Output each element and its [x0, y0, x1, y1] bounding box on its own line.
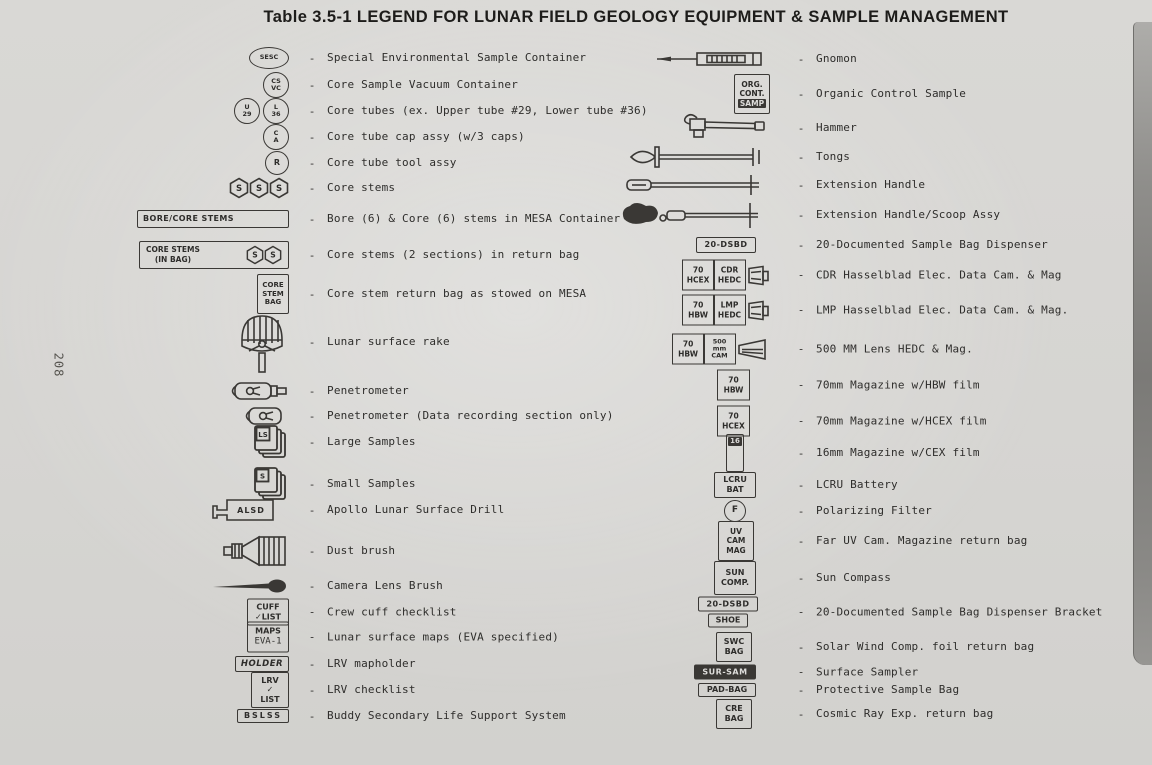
icon-label: HCEX: [722, 421, 745, 430]
dash: -: [308, 287, 316, 301]
legend-label: Large Samples: [327, 435, 416, 449]
legend-label: Penetrometer: [327, 384, 409, 398]
sesc-container-icon: [249, 47, 289, 69]
legend-label: Core stems: [327, 181, 396, 195]
icon-label: CONT.: [739, 89, 765, 99]
icon-label: ORG.: [741, 79, 763, 89]
legend-label: Camera Lens Brush: [327, 579, 443, 593]
legend-row: [125, 47, 670, 69]
dash: -: [308, 477, 316, 491]
dash: -: [308, 78, 316, 92]
lcru-battery-icon: [714, 472, 756, 498]
legend-label: Hammer: [816, 121, 857, 135]
legend-row: [618, 500, 1152, 522]
legend-label: Core Sample Vacuum Container: [327, 78, 519, 92]
icon-label: MAG: [726, 545, 746, 555]
core-tube-tool-assy-icon: [265, 151, 289, 175]
icon-label: CAM: [711, 351, 728, 360]
icon-label: U: [244, 102, 250, 111]
legend-label: Core tubes (ex. Upper tube #29, Lower tube #36): [327, 104, 648, 118]
legend-row: [125, 424, 670, 460]
dash: -: [797, 52, 805, 66]
dash: -: [797, 605, 805, 619]
legend-label: LCRU Battery: [816, 478, 898, 492]
camera-cell: [713, 260, 746, 291]
legend-row: [125, 533, 670, 569]
dash: -: [797, 640, 805, 654]
pad-bag-icon: [698, 683, 756, 697]
legend-label: Buddy Secondary Life Support System: [327, 709, 566, 723]
icon-label: UV: [730, 526, 742, 536]
dash: -: [797, 665, 805, 679]
legend-row: [618, 334, 1152, 365]
legend-row: [618, 521, 1152, 561]
core-tube-cap-assy-icon: [263, 124, 289, 150]
icon-label: HEDC: [717, 310, 742, 319]
legend-row: [618, 699, 1152, 729]
cre-bag-icon: [716, 699, 752, 729]
icon-label: C: [273, 128, 279, 137]
legend-label: Core tube tool assy: [327, 156, 457, 170]
dash: -: [797, 378, 805, 392]
magazine-cell: [682, 295, 715, 326]
16mm-magazine-icon: [726, 434, 744, 472]
core-stems-icon: [125, 177, 297, 199]
lmp-hasselblad-icon: [682, 295, 770, 326]
icon-label: LRV: [261, 676, 279, 686]
icon-label: 29: [242, 110, 252, 118]
legend-label: Penetrometer (Data recording section only): [327, 409, 614, 423]
legend-row: [125, 98, 670, 124]
dash: -: [797, 342, 805, 356]
icon-label: CAM: [726, 536, 746, 546]
dash: -: [308, 181, 316, 195]
legend-label: 70mm Magazine w/HCEX film: [816, 414, 987, 428]
legend-row: [125, 151, 670, 175]
legend-row: [125, 377, 670, 405]
icon-label: STEM: [262, 289, 284, 298]
icon-label: BORE/CORE STEMS: [143, 214, 234, 223]
penetrometer-icon: [125, 377, 297, 405]
legend-label: 20-Documented Sample Bag Dispenser: [816, 238, 1048, 252]
icon-label: mm: [712, 344, 727, 353]
legend-row: [125, 622, 670, 653]
legend-label: Protective Sample Bag: [816, 683, 960, 697]
legend-label: Gnomon: [816, 52, 857, 66]
extension-handle-icon: [618, 173, 786, 197]
legend-label: Bore (6) & Core (6) stems in MESA Container: [327, 212, 621, 226]
dash: -: [797, 303, 805, 317]
camera-glyph-icon: [746, 296, 770, 324]
extension-handle-scoop-icon: [618, 197, 786, 233]
dash: -: [797, 571, 805, 585]
dash: -: [797, 707, 805, 721]
svg-text:LS: LS: [258, 431, 268, 439]
icon-label: ✓LIST: [255, 612, 281, 621]
legend-label: Small Samples: [327, 477, 416, 491]
camera-glyph-icon: [746, 261, 770, 289]
bore-core-stems-mesa-icon: [137, 210, 289, 228]
legend-row: [618, 406, 1152, 437]
legend-label: Organic Control Sample: [816, 87, 967, 101]
icon-label: HOLDER: [240, 658, 284, 669]
legend-label: Core stems (2 sections) in return bag: [327, 248, 580, 262]
legend-label: Cosmic Ray Exp. return bag: [816, 707, 994, 721]
icon-label: F: [731, 505, 739, 516]
icon-label: L: [273, 102, 279, 111]
dash: -: [797, 150, 805, 164]
dash: -: [308, 435, 316, 449]
legend-label: LRV mapholder: [327, 657, 416, 671]
legend-label: Solar Wind Comp. foil return bag: [816, 640, 1035, 654]
icon-label: LCRU: [723, 475, 747, 484]
icon-label: HBW: [678, 349, 699, 358]
lower-core-tube-icon: [263, 98, 289, 124]
legend-label: Core tube cap assy (w/3 caps): [327, 130, 525, 144]
legend-row: [125, 241, 670, 269]
legend-row: [618, 597, 1152, 628]
polarizing-filter-icon: [724, 500, 746, 522]
icon-label: SAMP: [739, 98, 765, 108]
legend-label: LMP Hasselblad Elec. Data Cam. & Mag.: [816, 303, 1069, 317]
svg-text:S: S: [259, 472, 266, 481]
dash: -: [308, 409, 316, 423]
legend-label: Far UV Cam. Magazine return bag: [816, 534, 1028, 548]
icon-label: 16: [730, 437, 740, 445]
legend-row: [125, 210, 670, 228]
icon-label: VC: [271, 84, 281, 92]
cdr-hasselblad-icon: [682, 260, 770, 291]
hammer-icon: [618, 110, 786, 146]
dash: -: [308, 709, 316, 723]
magazine-cell: [672, 334, 705, 365]
icon-label: SUR-SAM: [702, 667, 748, 676]
svg-text:S: S: [275, 184, 283, 194]
surface-sampler-icon: [694, 665, 756, 680]
legend-row: [125, 494, 670, 526]
dash: -: [308, 630, 316, 644]
legend-row: [125, 310, 670, 374]
legend-row: [125, 72, 670, 98]
legend-label: Extension Handle: [816, 178, 926, 192]
icon-label: BAG: [724, 647, 744, 656]
icon-label: CDR: [720, 265, 739, 275]
lunar-rake-icon: [125, 310, 297, 374]
page-title: Table 3.5-1 LEGEND FOR LUNAR FIELD GEOLOGY EQUIPMENT & SAMPLE MANAGEMENT: [263, 8, 1009, 26]
shoe-box: [708, 614, 748, 628]
legend-row: [618, 110, 1152, 146]
dash: -: [797, 87, 805, 101]
legend-label: Lunar surface maps (EVA specified): [327, 630, 559, 644]
legend-label: Extension Handle/Scoop Assy: [816, 208, 1001, 222]
legend-label: Surface Sampler: [816, 665, 919, 679]
icon-label: BAG: [264, 298, 282, 307]
legend-label: 70mm Magazine w/HBW film: [816, 378, 980, 392]
icon-label: ✓: [266, 685, 274, 695]
dash: -: [308, 51, 316, 65]
dash: -: [308, 579, 316, 593]
icon-label: 20-DSBD: [706, 599, 750, 608]
dash: -: [308, 503, 316, 517]
dash: -: [797, 504, 805, 518]
organic-control-sample-icon: [734, 74, 770, 114]
legend-row: [618, 295, 1152, 326]
legend-row: [125, 709, 670, 723]
icon-label: CS: [271, 76, 281, 85]
dash: -: [797, 414, 805, 428]
icon-label: COMP.: [720, 578, 750, 587]
legend-row: [125, 274, 670, 314]
legend-label: Dust brush: [327, 544, 396, 558]
500mm-lens-hedc-icon: [672, 334, 770, 365]
legend-label: 20-Documented Sample Bag Dispenser Bracket: [816, 605, 1103, 619]
dsbd-dispenser-icon: [696, 237, 756, 253]
legend-label: Polarizing Filter: [816, 504, 932, 518]
legend-row: [618, 632, 1152, 662]
dash: -: [308, 156, 316, 170]
legend-label: Crew cuff checklist: [327, 605, 457, 619]
svg-text:S: S: [270, 250, 276, 260]
legend-row: [618, 260, 1152, 291]
dash: -: [797, 238, 805, 252]
icon-label: 20-DSBD: [704, 240, 748, 249]
icon-label: BAT: [726, 485, 744, 494]
legend-row: [618, 683, 1152, 697]
legend-label: Lunar surface rake: [327, 335, 450, 349]
core-stem-bag-icon: [257, 274, 289, 314]
legend-row: [618, 74, 1152, 114]
legend-row: [618, 237, 1152, 253]
icon-label: CUFF: [256, 602, 280, 611]
dash: -: [797, 478, 805, 492]
legend-row: [618, 561, 1152, 595]
icon-label: 36: [271, 110, 281, 118]
gnomon-icon: [618, 48, 786, 70]
dsbd-box: [698, 597, 758, 612]
hex-pair: [246, 245, 282, 265]
icon-label: [146, 245, 200, 265]
legend-row: [125, 672, 670, 708]
lens-glyph-icon: [736, 337, 770, 361]
legend-row: [125, 177, 670, 199]
sun-compass-icon: [714, 561, 756, 595]
dash: -: [308, 130, 316, 144]
icon-label: CORE STEMS: [146, 245, 200, 255]
legend-row: [618, 434, 1152, 472]
icon-label: SWC: [723, 637, 745, 646]
icon-label: CRE: [725, 704, 743, 713]
dash: -: [308, 335, 316, 349]
core-sample-vacuum-container-icon: [263, 72, 289, 98]
icon-label: 70: [692, 300, 704, 310]
dash: -: [308, 605, 316, 619]
legend-row: [618, 665, 1152, 680]
dash: -: [308, 212, 316, 226]
icon-label: SUN: [725, 568, 745, 577]
icon-label: 70: [728, 411, 739, 421]
legend-row: [618, 142, 1152, 172]
magazine-cell: [682, 260, 715, 291]
dash: -: [308, 104, 316, 118]
icon-label: LIST: [260, 694, 280, 704]
icon-label: A: [273, 136, 279, 144]
dash: -: [308, 248, 316, 262]
icon-label: LMP: [720, 300, 739, 310]
uv-cam-magazine-bag-icon: [718, 521, 754, 561]
icon-label: SESC: [259, 53, 279, 62]
legend-label: Special Environmental Sample Container: [327, 51, 587, 65]
dash: -: [797, 268, 805, 282]
dash: -: [797, 121, 805, 135]
icon-label: 70: [682, 339, 694, 349]
icon-label: HBW: [723, 385, 744, 394]
legend-label: 16mm Magazine w/CEX film: [816, 446, 980, 460]
dash: -: [797, 534, 805, 548]
icon-label: BSLSS: [243, 711, 283, 720]
icon-label: 70: [728, 375, 739, 385]
dust-brush-icon: [125, 533, 297, 569]
icon-label: MAPS: [255, 626, 281, 636]
dash: -: [308, 544, 316, 558]
icon-label: R: [273, 157, 281, 167]
legend-row: [618, 197, 1152, 233]
icon-label: HCEX: [686, 275, 710, 284]
alsd-drill-icon: [125, 494, 297, 526]
legend-label: Apollo Lunar Surface Drill: [327, 503, 505, 517]
legend-label: Sun Compass: [816, 571, 892, 585]
legend-row: [125, 656, 670, 672]
legend-row: [618, 370, 1152, 401]
icon-label: 500: [712, 337, 727, 346]
legend-label: Core stem return bag as stowed on MESA: [327, 287, 587, 301]
bslss-icon: [237, 709, 289, 723]
dash: -: [308, 657, 316, 671]
core-stems-return-bag-icon: [139, 241, 289, 269]
camera-cell: [713, 295, 746, 326]
icon-label: HBW: [688, 310, 709, 319]
large-samples-icon: [125, 424, 297, 460]
legend-row: [618, 48, 1152, 70]
tongs-icon: [618, 142, 786, 172]
svg-text:S: S: [252, 250, 258, 260]
upper-core-tube-icon: [234, 98, 260, 124]
maps-eva-icon: [247, 622, 289, 653]
icon-label: 70: [692, 265, 704, 275]
swc-bag-icon: [716, 632, 752, 662]
dash: -: [308, 384, 316, 398]
legend-label: Tongs: [816, 150, 851, 164]
dash: -: [797, 683, 805, 697]
legend-label: 500 MM Lens HEDC & Mag.: [816, 342, 973, 356]
legend-row: [618, 472, 1152, 498]
lens-cell: [703, 334, 736, 365]
camera-lens-brush-icon: [125, 578, 297, 594]
70mm-hcex-magazine-icon: [717, 406, 750, 437]
icon-label: HEDC: [717, 275, 742, 284]
dsbd-bracket-icon: [698, 597, 758, 628]
70mm-hbw-magazine-icon: [717, 370, 750, 401]
page-number: 208: [51, 352, 66, 378]
svg-text:S: S: [235, 184, 243, 194]
legend-row: [125, 124, 670, 150]
svg-text:ALSD: ALSD: [237, 506, 265, 515]
legend-row: [618, 173, 1152, 197]
icon-label: (IN BAG): [154, 255, 192, 264]
icon-label: BAG: [724, 714, 744, 723]
svg-text:S: S: [255, 184, 263, 194]
legend-label: CDR Hasselblad Elec. Data Cam. & Mag: [816, 268, 1062, 282]
icon-label: CORE: [262, 280, 284, 289]
lrv-checklist-icon: [251, 672, 289, 708]
icon-label: PAD-BAG: [706, 685, 748, 694]
dash: -: [308, 683, 316, 697]
icon-label: EVA-1: [254, 636, 282, 647]
legend-row: [125, 578, 670, 594]
dash: -: [797, 178, 805, 192]
icon-label: SHOE: [715, 615, 741, 625]
dash: -: [797, 446, 805, 460]
lrv-mapholder-icon: [235, 656, 289, 672]
dash: -: [797, 208, 805, 222]
legend-label: LRV checklist: [327, 683, 416, 697]
